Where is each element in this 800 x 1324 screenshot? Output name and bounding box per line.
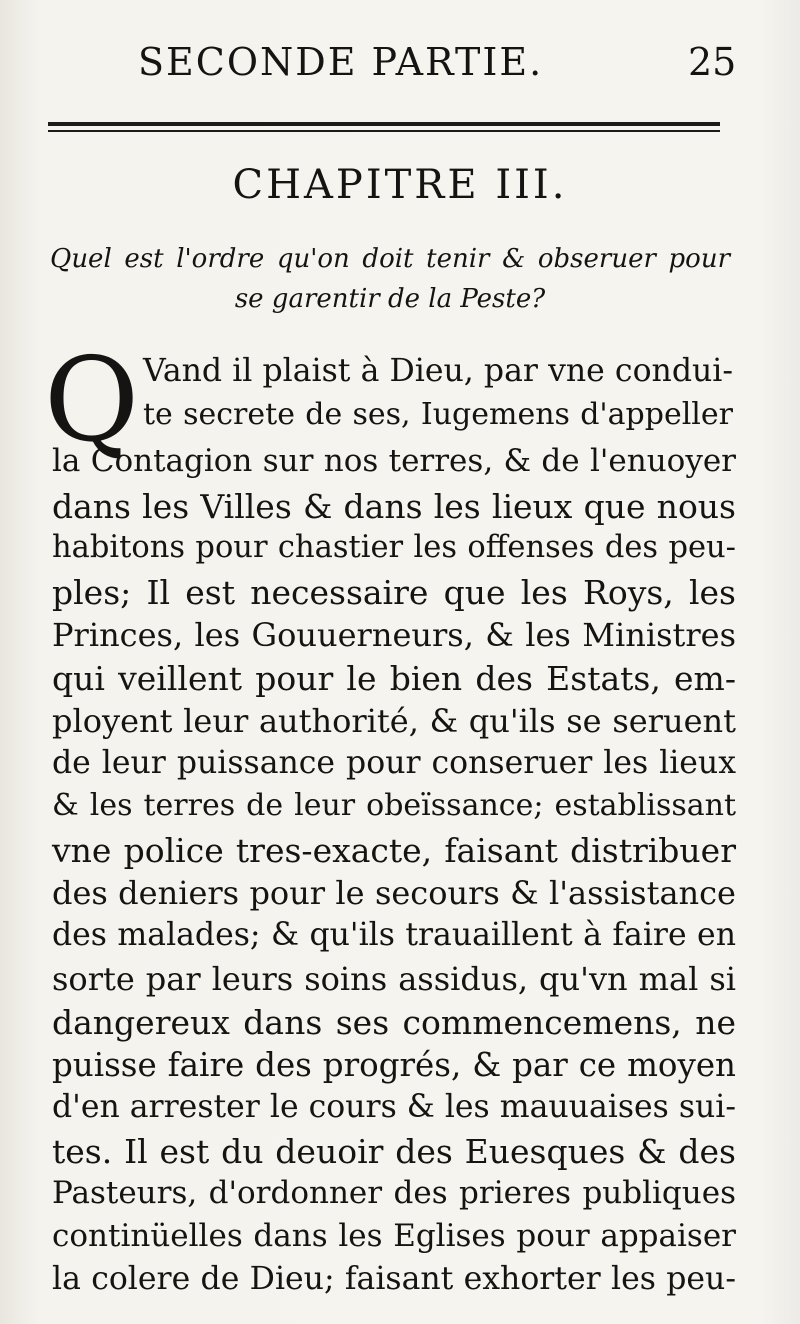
running-head: SECONDE PARTIE. bbox=[138, 40, 544, 84]
body-line: tes. Il est du deuoir des Euesques & des bbox=[52, 1132, 736, 1171]
body-line: de leur puissance pour conseruer les lieux bbox=[52, 745, 736, 781]
header-rule-thin bbox=[48, 130, 720, 132]
header-rule-thick bbox=[48, 122, 720, 126]
body-line: ples; Il est necessaire que les Roys, les bbox=[52, 573, 736, 612]
body-line: Princes, les Gouuerneurs, & les Ministres bbox=[52, 616, 736, 654]
body-line: vne police tres-exacte, faisant distribuer bbox=[52, 831, 736, 870]
body-line: qui veillent pour le bien des Estats, em- bbox=[52, 659, 736, 698]
body-line: sorte par leurs soins assidus, qu'vn mal si bbox=[52, 960, 736, 998]
chapter-subtitle-line-1: Quel est l'ordre qu'on doit tenir & obseruer pour bbox=[50, 244, 730, 274]
body-line: ployent leur authorité, & qu'ils se seruent bbox=[52, 702, 736, 740]
body-line: & les terres de leur obeïssance; establissant bbox=[52, 788, 736, 823]
body-line: la Contagion sur nos terres, & de l'enuoyer bbox=[52, 443, 736, 479]
body-line: puisse faire des progrés, & par ce moyen bbox=[52, 1046, 736, 1084]
page-number: 25 bbox=[688, 40, 737, 84]
body-line: continüelles dans les Eglises pour appaiser bbox=[52, 1218, 736, 1254]
body-line: habitons pour chastier les offenses des peu- bbox=[52, 530, 736, 565]
body-line: dans les Villes & dans les lieux que nous bbox=[52, 487, 736, 526]
body-line: des deniers pour le secours & l'assistance bbox=[52, 874, 736, 912]
body-line: Pasteurs, d'ordonner des prieres publiques bbox=[52, 1175, 736, 1211]
body-line: la colere de Dieu; faisant exhorter les peu- bbox=[52, 1261, 736, 1297]
chapter-subtitle-line-2: se garentir de la Peste? bbox=[234, 284, 546, 314]
body-line: des malades; & qu'ils trauaillent à faire en bbox=[52, 917, 736, 953]
body-line: dangereux dans ses commencemens, ne bbox=[52, 1003, 736, 1042]
body-line: d'en arrester le cours & les mauuaises sui- bbox=[52, 1089, 736, 1125]
body-line: te secrete de ses, Iugemens d'appeller bbox=[143, 397, 733, 432]
drop-cap: Q bbox=[44, 333, 140, 468]
chapter-title: CHAPITRE III. bbox=[232, 162, 568, 208]
body-line: Vand il plaist à Dieu, par vne condui- bbox=[143, 353, 733, 389]
